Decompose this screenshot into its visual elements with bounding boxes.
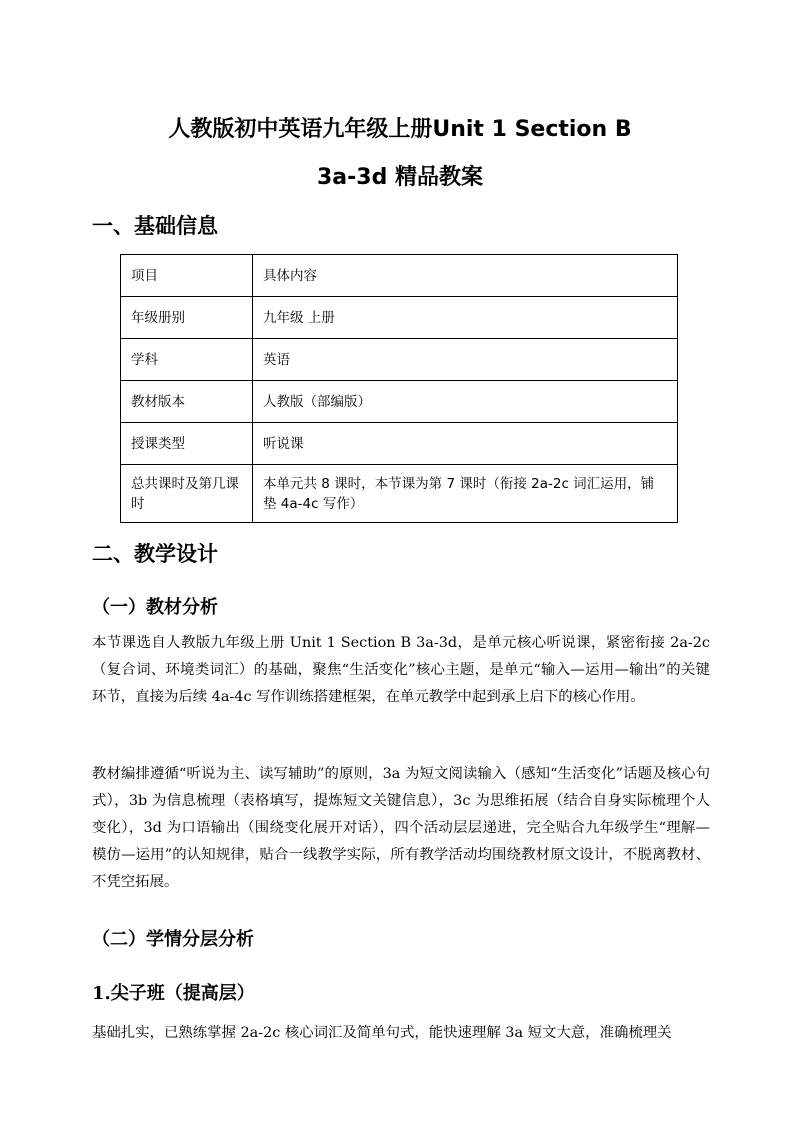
subsection-heading-learner-analysis: （二）学情分层分析 (92, 929, 254, 950)
table-row (121, 381, 678, 423)
section-heading-teaching-design: 二、教学设计 (92, 542, 218, 566)
table-cell-value: 具体内容 (253, 255, 678, 297)
section-heading-basic-info: 一、基础信息 (92, 214, 218, 238)
paragraph-advanced-class: 基础扎实，已熟练掌握 2a-2c 核心词汇及简单句式，能快速理解 3a 短文大意，准确梳理关 (92, 1025, 672, 1041)
item-heading-advanced-class: 1.尖子班（提高层） (92, 983, 255, 1004)
paragraph-textbook-analysis-1: 本节课选自人教版九年级上册 Unit 1 Section B 3a-3d，是单元核心听说课，紧密衔接 2a-2c（复合词、环境类词汇）的基础，聚焦“生活变化”核心主题，是单元“输入—运用—输出”的关键环节，直接为后续 4a-4c 写作训练搭建框架，在单元教学中起到承上启下的核心作用。 (92, 635, 710, 705)
table-cell-value: 本单元共 8 课时，本节课为第 7 课时（衔接 2a-2c 词汇运用，铺垫 4a-4c 写作） (253, 465, 678, 523)
paragraph-textbook-analysis-2: 教材编排遵循“听说为主、读写辅助”的原则，3a 为短文阅读输入（感知“生活变化”话题及核心句式），3b 为信息梳理（表格填写，提炼短文关键信息），3c 为思维拓展（结合自身实际梳理个人变化），3d 为口语输出（围绕变化展开对话），四个活动层层递进，完全贴合九年级学生“理解—模仿—运用”的认知规律，贴合一线教学实际，所有教学活动均围绕教材原文设计，不脱离教材、不凭空拓展。 (92, 766, 710, 890)
basic-info-table (120, 254, 678, 523)
table-row (121, 255, 678, 297)
table-row (121, 465, 678, 523)
table-row (121, 423, 678, 465)
table-cell-key: 总共课时及第几课时 (121, 465, 253, 523)
table-cell-key: 教材版本 (121, 381, 253, 423)
table-cell-key: 项目 (121, 255, 253, 297)
table-cell-value: 人教版（部编版） (253, 381, 678, 423)
subsection-heading-textbook-analysis: （一）教材分析 (92, 597, 218, 618)
table-cell-key: 年级册别 (121, 297, 253, 339)
table-row (121, 297, 678, 339)
table-cell-key: 学科 (121, 339, 253, 381)
table-cell-value: 听说课 (253, 423, 678, 465)
document-title-line1: 人教版初中英语九年级上册Unit 1 Section B (168, 117, 632, 142)
document-title-line2: 3a-3d 精品教案 (317, 165, 483, 190)
table-cell-value: 英语 (253, 339, 678, 381)
table-row (121, 339, 678, 381)
table-cell-key: 授课类型 (121, 423, 253, 465)
table-cell-value: 九年级 上册 (253, 297, 678, 339)
